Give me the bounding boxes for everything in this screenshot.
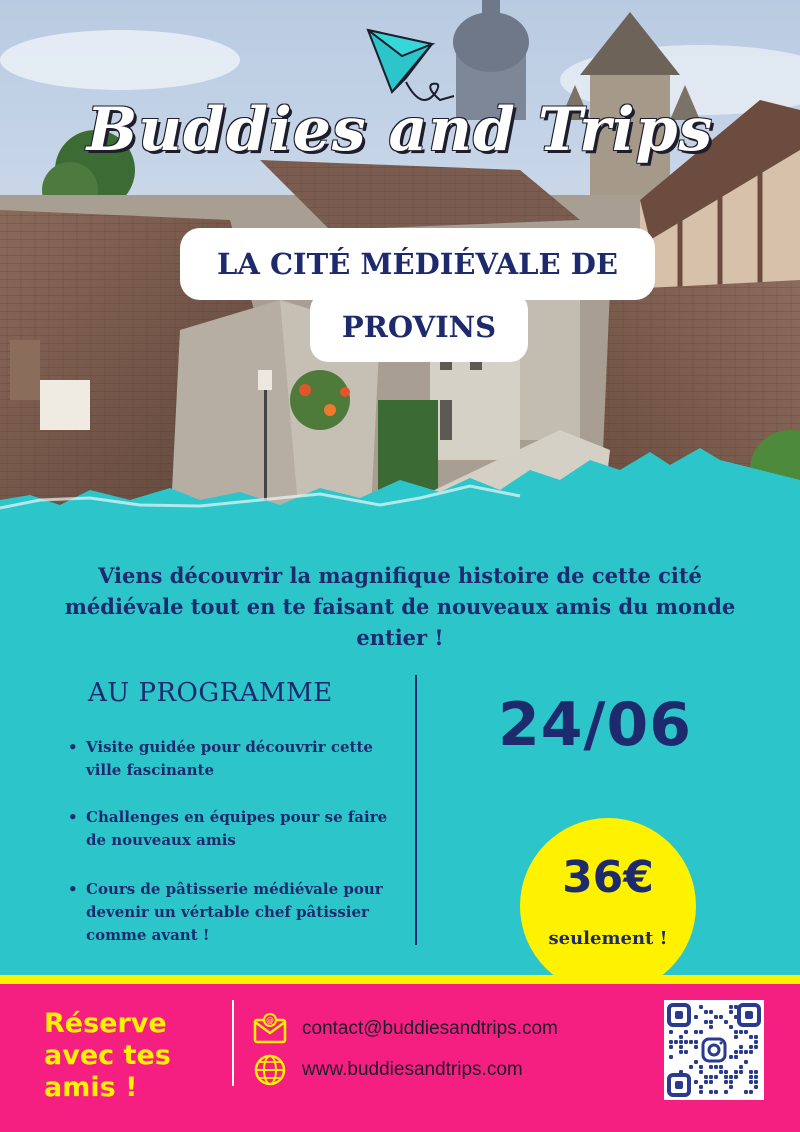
program-title: AU PROGRAMME xyxy=(88,678,333,708)
intro-text: Viens découvrir la magnifique histoire de cette cité médiévale tout en te faisant de nouveaux amis du monde entier ! xyxy=(64,563,736,650)
program-item xyxy=(68,878,388,947)
price-badge xyxy=(520,818,696,994)
svg-text:@: @ xyxy=(266,1016,274,1025)
page-title-line1: LA CITÉ MÉDIÉVALE DE xyxy=(216,247,619,281)
price-note: seulement ! xyxy=(548,928,668,949)
title-box-line2 xyxy=(310,292,528,362)
program-item-text: Challenges en équipes pour se faire de nouveaux amis xyxy=(86,808,388,849)
title-box-line1 xyxy=(180,228,655,300)
cta-line: Réserve xyxy=(44,1008,167,1039)
bullet-icon: • xyxy=(68,808,78,826)
program-item xyxy=(68,736,388,782)
qr-code[interactable] xyxy=(664,1000,764,1100)
brand-logo-text: Buddies and Trips xyxy=(86,95,714,165)
program-item-text: Visite guidée pour découvrir cette ville fascinante xyxy=(86,738,373,779)
email-contact[interactable] xyxy=(252,1011,558,1047)
cta-line: avec tes xyxy=(44,1040,171,1071)
bullet-icon: • xyxy=(68,738,78,756)
price-value: 36€ xyxy=(562,852,654,903)
page-title-line2: PROVINS xyxy=(341,310,497,344)
website-link[interactable]: www.buddiesandtrips.com xyxy=(302,1059,523,1080)
bullet-icon: • xyxy=(68,880,78,898)
program-item xyxy=(68,806,388,852)
section-divider xyxy=(415,675,417,945)
program-item-text: Cours de pâtisserie médiévale pour devenir un vértable chef pâtissier comme avant ! xyxy=(86,880,383,944)
cta-text xyxy=(44,1008,214,1104)
footer-accent-strip xyxy=(0,975,800,984)
email-icon xyxy=(252,1011,288,1047)
email-link[interactable]: contact@buddiesandtrips.com xyxy=(302,1018,558,1039)
event-date: 24/06 xyxy=(498,690,692,760)
cta-line: amis ! xyxy=(44,1072,138,1103)
globe-icon xyxy=(252,1052,288,1088)
website-contact[interactable] xyxy=(252,1052,523,1088)
footer-divider xyxy=(232,1000,234,1086)
